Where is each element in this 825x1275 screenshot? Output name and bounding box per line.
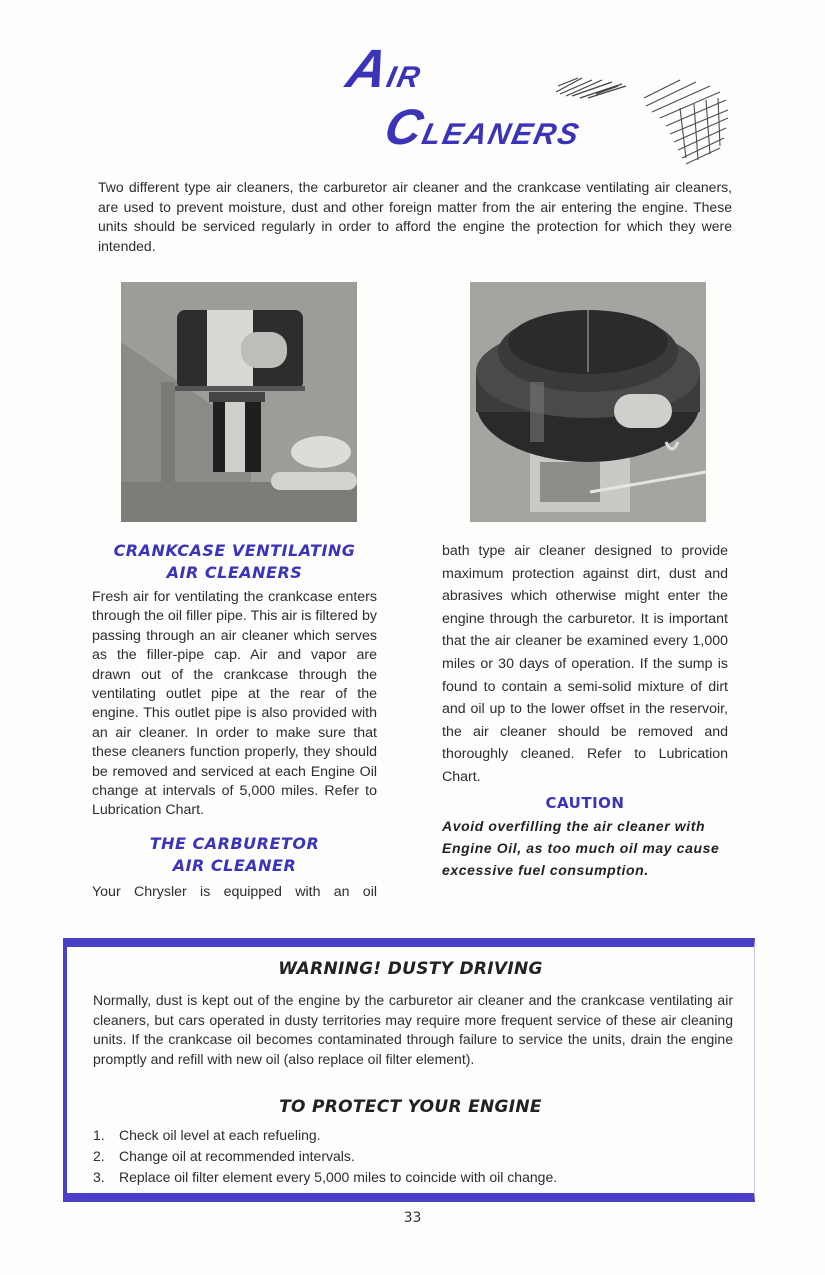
- title-cleaners: CLEANERS: [380, 99, 584, 155]
- crankcase-heading: [92, 540, 377, 584]
- warning-body: Normally, dust is kept out of the engine by the carburetor air cleaner and the crankcase ventilating air cleaners, but cars operated in dusty territories may require more frequent service of these air cleaning units. If the crankcase oil becomes contaminated through failure to service the units, drain the engine promptly and refill with new oil (also replace oil filter element).: [93, 992, 733, 1067]
- protect-item-number: 1.: [93, 1127, 105, 1143]
- protect-item-text: Change oil at recommended intervals.: [119, 1148, 355, 1164]
- carburetor-heading: [92, 833, 377, 877]
- carburetor-heading-line2: AIR CLEANER: [172, 855, 297, 875]
- protect-list: [93, 1125, 557, 1188]
- page-number: 33: [403, 1210, 422, 1226]
- protect-item: [93, 1125, 557, 1146]
- crankcase-air-cleaner-photo: [121, 282, 357, 522]
- carburetor-heading-line1: THE CARBURETOR: [149, 833, 320, 853]
- protect-item: [93, 1167, 557, 1188]
- caution-text: Avoid overfilling the air cleaner with Engine Oil, as too much oil may cause excessive fuel consumption.: [442, 817, 720, 878]
- title-air: AIR: [341, 39, 425, 99]
- protect-item: [93, 1146, 557, 1167]
- carburetor-air-cleaner-photo: [470, 282, 706, 522]
- warning-heading: WARNING! DUSTY DRIVING: [278, 959, 543, 979]
- caution-heading: CAUTION: [545, 793, 625, 812]
- protect-item-number: 3.: [93, 1169, 105, 1185]
- carburetor-body-continued: bath type air cleaner designed to provide maximum protection against dirt, dust and abrasives which otherwise might enter the engine through the carburetor. It is important that the air cleaner be examined every 1,000 miles or 30 days of operation. If the sump is found to contain a semi-solid mixture of dirt and oil up to the lower offset in the reservoir, the air cleaner should be removed and thoroughly cleaned. Refer to Lubrication Chart.: [442, 543, 728, 785]
- warning-box: [63, 938, 755, 1202]
- right-column: [442, 540, 728, 881]
- left-column: [92, 540, 377, 902]
- carburetor-body-start: Your Chrysler is equipped with an oil: [92, 883, 377, 900]
- protect-item-text: Replace oil filter element every 5,000 miles to coincide with oil change.: [119, 1169, 558, 1185]
- crankcase-body: Fresh air for ventilating the crankcase enters through the oil filler pipe. This air is filtered by passing through an air cleaner which serves as the filler-pipe cap. Air and vapor are drawn out of the crankcase through the ventilating outlet pipe at the rear of the engine. This outlet pipe is also provided with an air cleaner. In order to make sure that these cleaners function properly, they should be removed and serviced at each Engine Oil change at intervals of 5,000 miles. Refer to Lubrication Chart.: [92, 589, 377, 819]
- scribble-decoration-small: [552, 72, 632, 102]
- protect-heading: TO PROTECT YOUR ENGINE: [279, 1097, 542, 1117]
- protect-item-text: Check oil level at each refueling.: [119, 1127, 321, 1143]
- protect-item-number: 2.: [93, 1148, 105, 1164]
- intro-paragraph: Two different type air cleaners, the carburetor air cleaner and the crankcase ventilating air cleaners, are used to prevent moisture, dust and other foreign matter from the air entering the engine. These units should be serviced regularly in order to afford the engine the protection for which they were intended.: [98, 179, 732, 254]
- crankcase-heading-line1: CRANKCASE VENTILATING: [113, 541, 356, 560]
- crankcase-heading-line2: AIR CLEANERS: [166, 563, 303, 582]
- scribble-decoration-large: [640, 78, 735, 168]
